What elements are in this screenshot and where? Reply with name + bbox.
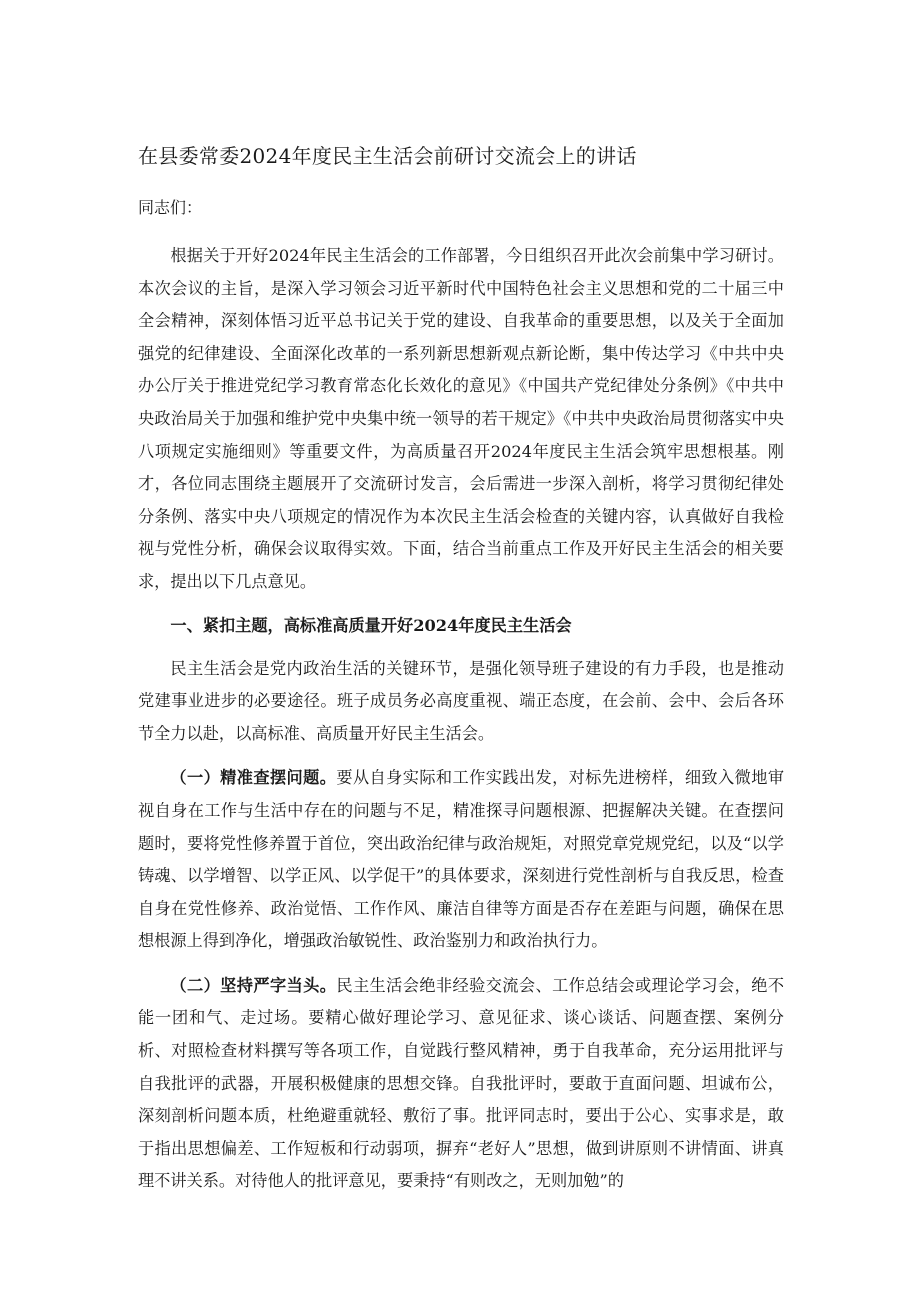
subsection-1-lead: （一）精准查摆问题。 <box>170 768 337 788</box>
section-heading-1: 一、紧扣主题，高标准高质量开好2024年度民主生活会 <box>170 615 572 635</box>
document-title: 在县委常委2024年度民主生活会前研讨交流会上的讲话 <box>138 144 637 168</box>
subsection-1-paragraph <box>138 762 784 958</box>
subsection-2-body: 民主生活会绝非经验交流会、工作总结会或理论学习会，绝不能一团和气、走过场。要精心做好理论学习、意见征求、谈心谈话、问题查摆、案例分析、对照检查材料撰写等各项工作，自觉践行整风精神，勇于自我革命，充分运用批评与自我批评的武器，开展积极健康的思想交锋。自我批评时，要敢于直面问题、坦诚布公，深刻剖析问题本质，杜绝避重就轻、敷衍了事。批评同志时，要出于公心、实事求是，敢于指出思想偏差、工作短板和行动弱项，摒弃“老好人”思想，做到讲原则不讲情面、讲真理不讲关系。对待他人的批评意见，要秉持“有则改之，无则加勉”的 <box>138 975 785 1191</box>
subsection-1-body: 要从自身实际和工作实践出发，对标先进榜样，细致入微地审视自身在工作与生活中存在的问题与不足，精准探寻问题根源、把握解决关键。在查摆问题时，要将党性修养置于首位，突出政治纪律与政治规矩，对照党章党规党纪，以及“以学铸魂、以学增智、以学正风、以学促干”的具体要求，深刻进行党性剖析与自我反思，检查自身在党性修养、政治觉悟、工作作风、廉洁自律等方面是否存在差距与问题，确保在思想根源上得到净化，增强政治敏锐性、政治鉴别力和政治执行力。 <box>138 768 785 951</box>
subsection-2-paragraph <box>138 970 784 1198</box>
intro-paragraph: 根据关于开好2024年民主生活会的工作部署，今日组织召开此次会前集中学习研讨。本次会议的主旨，是深入学习领会习近平新时代中国特色社会主义思想和党的二十届三中全会精神，深刻体悟习近平总书记关于党的建设、自我革命的重要思想，以及关于全面加强党的纪律建设、全面深化改革的一系列新思想新观点新论断，集中传达学习《中共中央办公厅关于推进党纪学习教育常态化长效化的意见》《中国共产党纪律处分条例》《中共中央政治局关于加强和维护党中央集中统一领导的若干规定》《中共中央政治局贯彻落实中央八项规定实施细则》等重要文件，为高质量召开2024年度民主生活会筑牢思想根基。刚才，各位同志围绕主题展开了交流研讨发言，会后需进一步深入剖析，将学习贯彻纪律处分条例、落实中央八项规定的情况作为本次民主生活会检查的关键内容，认真做好自我检视与党性分析，确保会议取得实效。下面，结合当前重点工作及开好民主生活会的相关要求，提出以下几点意见。 <box>138 246 784 591</box>
section-1-paragraph: 民主生活会是党内政治生活的关键环节，是强化领导班子建设的有力手段，也是推动党建事业进步的必要途径。班子成员务必高度重视、端正态度，在会前、会中、会后各环节全力以赴，以高标准、高质量开好民主生活会。 <box>138 658 784 743</box>
salutation: 同志们： <box>138 198 203 217</box>
subsection-2-lead: （二）坚持严字当头。 <box>170 975 337 995</box>
document-page <box>138 140 784 1210</box>
